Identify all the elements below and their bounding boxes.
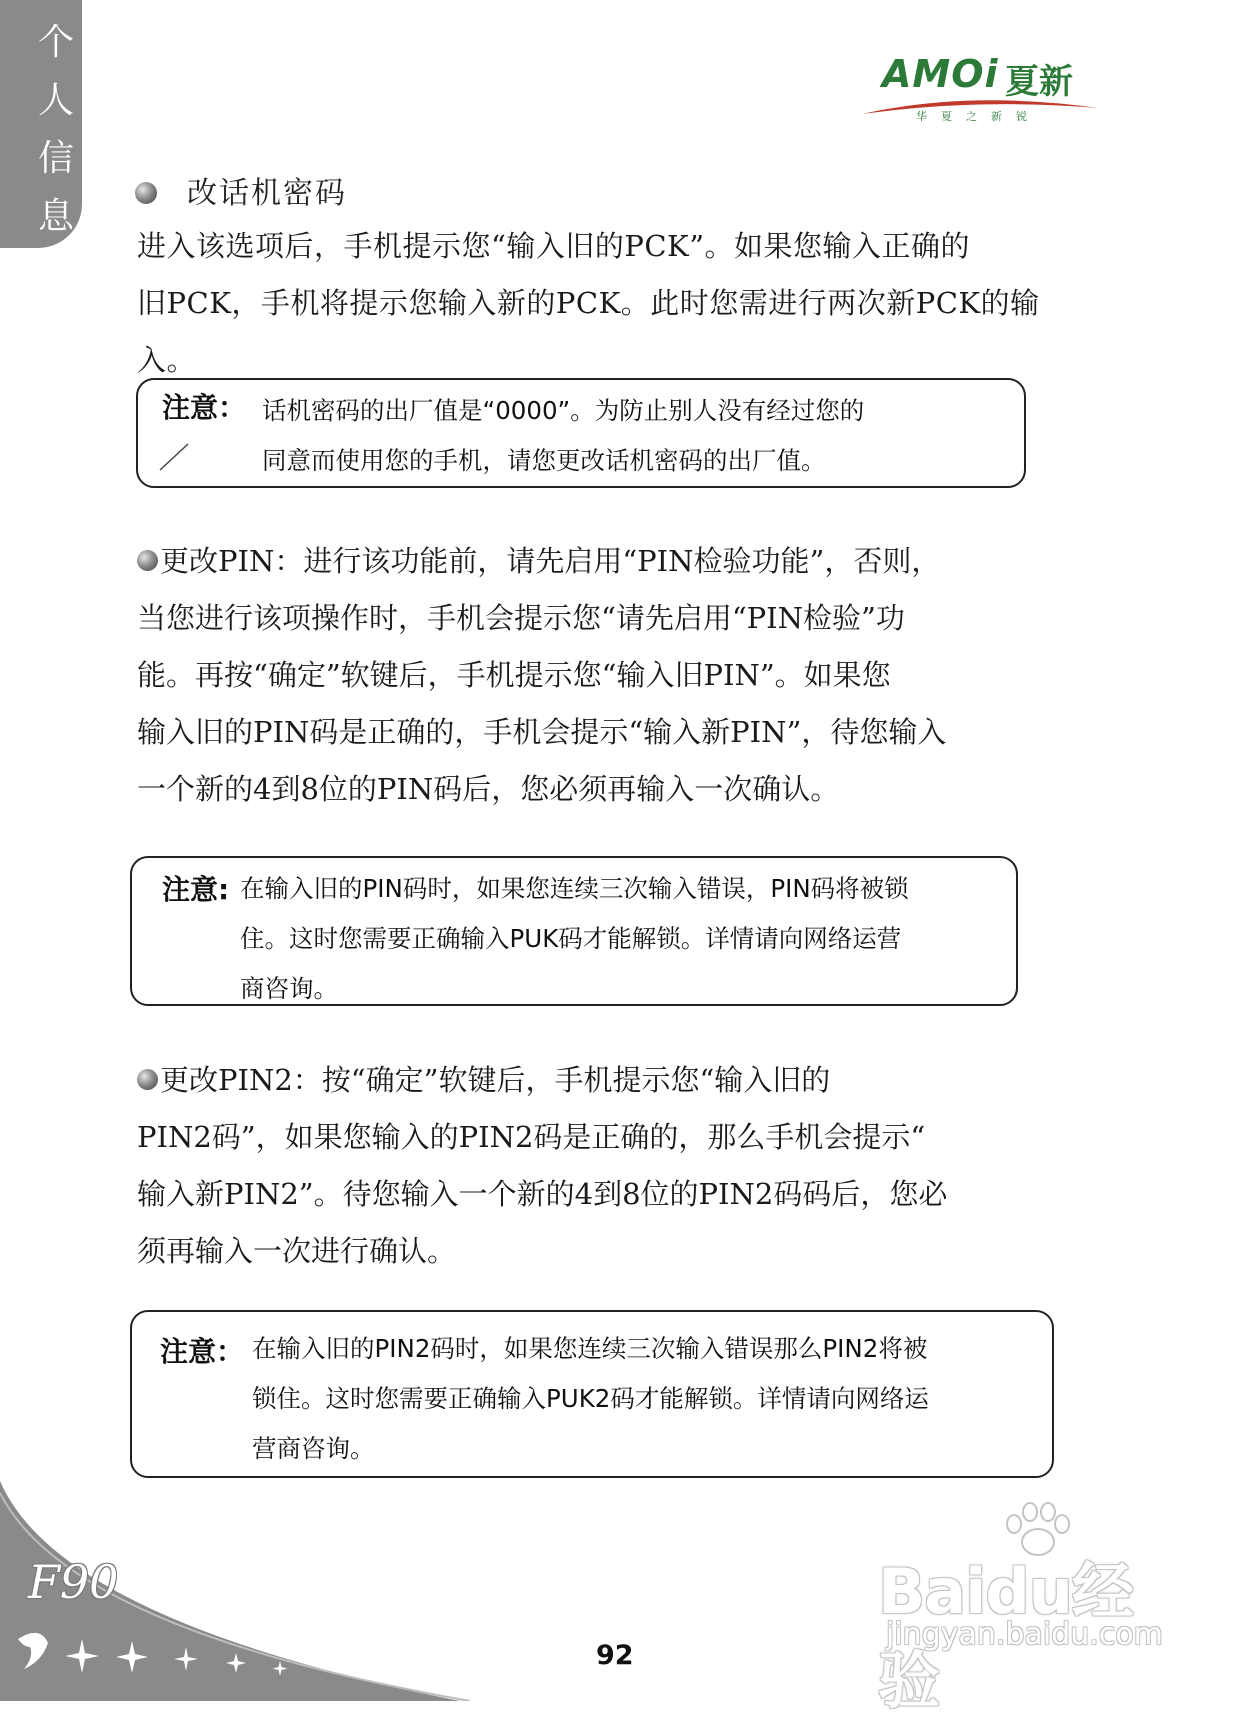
paragraph-line: 一个新的4到8位的PIN码后，您必须再输入一次确认。 bbox=[137, 772, 840, 806]
section-side-tab bbox=[0, 0, 82, 248]
paragraph-line: PIN2码”，如果您输入的PIN2码是正确的，那么手机会提示“ bbox=[137, 1120, 926, 1154]
page-number: 92 bbox=[596, 1640, 634, 1671]
amoi-logo bbox=[860, 52, 1100, 132]
note-body bbox=[252, 1324, 1042, 1474]
note-line: 在输入旧的PIN2码时，如果您连续三次输入错误那么PIN2将被 bbox=[252, 1334, 928, 1363]
intro-paragraph bbox=[137, 218, 1097, 389]
bullet-icon bbox=[137, 1069, 158, 1090]
watermark-url: jingyan.baidu.com bbox=[886, 1617, 1163, 1652]
paragraph-line: 当您进行该项操作时，手机会提示您“请先启用“PIN检验”功 bbox=[137, 601, 905, 635]
paragraph-line bbox=[137, 533, 1097, 590]
paragraph-line: 输入新PIN2”。待您输入一个新的4到8位的PIN2码码后，您必 bbox=[137, 1177, 948, 1211]
paragraph-line-text: 更改PIN：进行该功能前，请先启用“PIN检验功能”，否则， bbox=[160, 544, 941, 578]
heading-text: 改话机密码 bbox=[187, 176, 347, 211]
note-label: 注意： bbox=[162, 391, 247, 424]
note-line: 话机密码的出厂值是“0000”。为防止别人没有经过您的 bbox=[262, 396, 865, 425]
note-line: 锁住。这时您需要正确输入PUK2码才能解锁。详情请向网络运 bbox=[252, 1384, 929, 1413]
paragraph-line: 输入旧的PIN码是正确的，手机会提示“输入新PIN”，待您输入 bbox=[137, 715, 947, 749]
note-line: 住。这时您需要正确输入PUK码才能解锁。详情请向网络运营 bbox=[240, 924, 902, 953]
pin2-paragraph bbox=[137, 1052, 1097, 1280]
model-name: F90 bbox=[28, 1555, 119, 1609]
note-line: 同意而使用您的手机，请您更改话机密码的出厂值。 bbox=[262, 446, 826, 475]
note-line: 在输入旧的PIN码时，如果您连续三次输入错误，PIN码将被锁 bbox=[240, 874, 909, 903]
note-box bbox=[130, 1310, 1054, 1478]
note-box bbox=[130, 856, 1018, 1006]
note-label: 注意: bbox=[162, 873, 230, 906]
paragraph-line: 旧PCK，手机将提示您输入新的PCK。此时您需进行两次新PCK的输入。 bbox=[137, 286, 1040, 377]
note-line: 商咨询。 bbox=[240, 974, 338, 1003]
bullet-icon bbox=[135, 182, 157, 204]
logo-brand: AMOi bbox=[882, 52, 999, 96]
baidu-watermark bbox=[878, 1502, 1178, 1717]
logo-slogan: 华夏之新锐 bbox=[916, 110, 1041, 123]
watermark-text: Baidu经验 bbox=[878, 1555, 1133, 1717]
paragraph-line: 须再输入一次进行确认。 bbox=[137, 1234, 457, 1268]
logo-brand-cn: 夏新 bbox=[1005, 62, 1073, 102]
paragraph-line: 进入该选项后，手机提示您“输入旧的PCK”。如果您输入正确的 bbox=[137, 229, 971, 263]
paragraph-line bbox=[137, 1052, 1097, 1109]
pin-paragraph bbox=[137, 533, 1097, 818]
side-tab-char: 人 bbox=[37, 80, 74, 121]
paragraph-line: 能。再按“确定”软键后，手机提示您“输入旧PIN”。如果您 bbox=[137, 658, 891, 692]
side-tab-char: 信 bbox=[37, 138, 74, 179]
bullet-icon bbox=[137, 550, 158, 571]
pencil-icon bbox=[158, 440, 192, 474]
side-tab-char: 息 bbox=[37, 196, 74, 237]
note-label: 注意： bbox=[160, 1335, 245, 1368]
side-tab-char: 个 bbox=[37, 22, 74, 63]
note-box bbox=[136, 378, 1026, 488]
note-body bbox=[240, 864, 1010, 1014]
section-heading bbox=[135, 168, 347, 212]
note-body bbox=[262, 386, 1012, 486]
paragraph-line-text: 更改PIN2：按“确定”软键后，手机提示您“输入旧的 bbox=[160, 1063, 831, 1097]
note-line: 营商咨询。 bbox=[252, 1434, 375, 1463]
